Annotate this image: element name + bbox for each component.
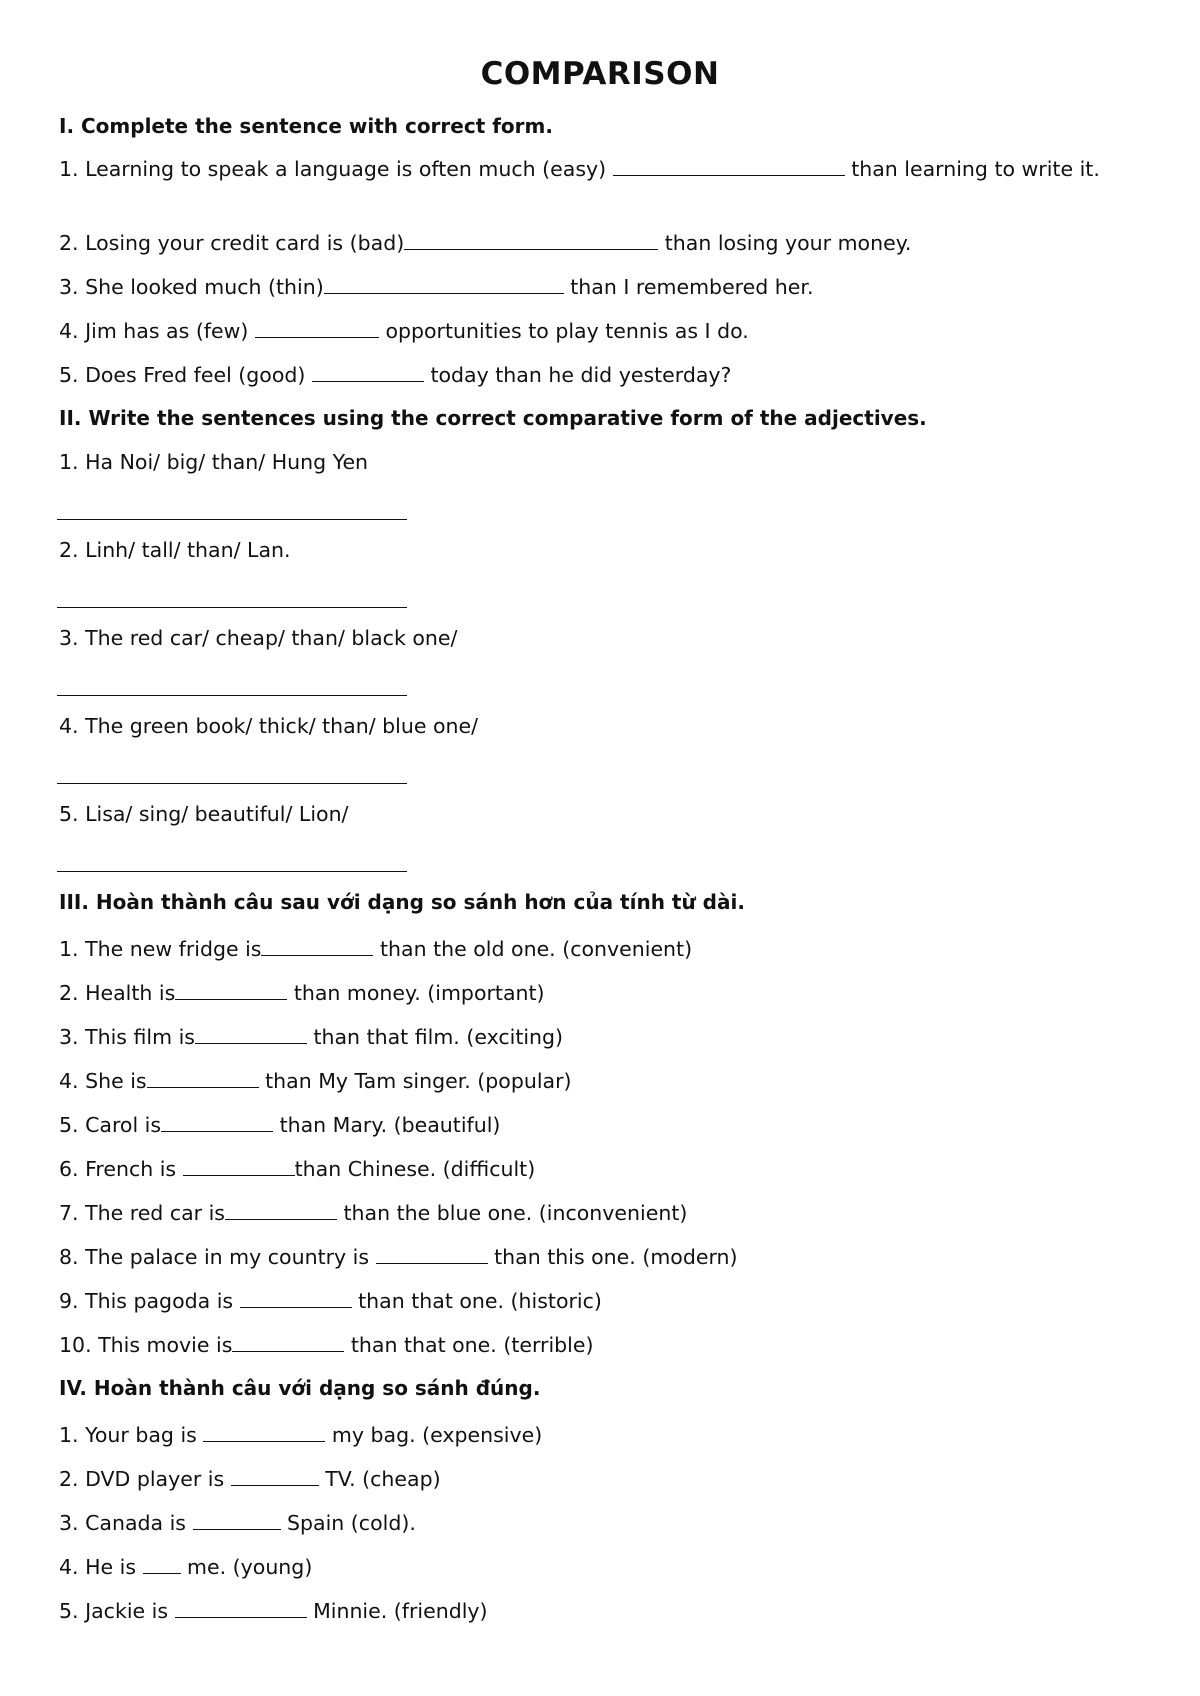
item-text: 1. The new fridge is [59,937,262,961]
item-text: TV. (cheap) [318,1467,441,1491]
item-text: than the blue one. (inconvenient) [337,1201,688,1225]
section-2-item: 1. Ha Noi/ big/ than/ Hung Yen [59,450,369,474]
item-text: opportunities to play tennis as I do. [378,319,749,343]
item-text: than Mary. (beautiful) [273,1113,501,1137]
section-2-item: 2. Linh/ tall/ than/ Lan. [59,538,291,562]
answer-blank[interactable] [376,1243,488,1264]
item-text: 4. Jim has as (few) [59,319,255,343]
answer-blank[interactable] [175,1597,307,1618]
section-2-item: 5. Lisa/ sing/ beautiful/ Lion/ [59,802,349,826]
item-text: than that film. (exciting) [306,1025,564,1049]
item-text: than that one. (terrible) [344,1333,594,1357]
item-text: than Chinese. (difficult) [294,1157,536,1181]
section-3-item [59,1243,738,1269]
section-3-item [59,1023,563,1049]
answer-blank[interactable] [193,1509,281,1530]
item-text: 3. Canada is [59,1511,193,1535]
item-text: my bag. (expensive) [325,1423,543,1447]
item-text: Minnie. (friendly) [306,1599,488,1623]
item-text: 3. She looked much (thin) [59,275,324,299]
item-text: 5. Carol is [59,1113,162,1137]
answer-line[interactable] [57,783,407,784]
section-2-item: 3. The red car/ cheap/ than/ black one/ [59,626,458,650]
item-text: than money. (important) [287,981,545,1005]
item-text: me. (young) [180,1555,313,1579]
item-text: than this one. (modern) [487,1245,738,1269]
item-text: 2. Health is [59,981,176,1005]
answer-blank[interactable] [203,1421,325,1442]
answer-blank[interactable] [404,229,658,250]
section-1-item [59,229,911,255]
answer-line[interactable] [57,871,407,872]
item-text: than learning to write it. [844,157,1100,181]
item-text: Spain (cold). [280,1511,416,1535]
section-4-item [59,1509,416,1535]
item-text: than the old one. (convenient) [373,937,693,961]
section-3-item [59,1199,687,1225]
section-1-item [59,361,731,387]
section-4-heading: IV. Hoàn thành câu với dạng so sánh đúng. [59,1376,541,1400]
section-3-item [59,1331,593,1357]
section-3-heading: III. Hoàn thành câu sau với dạng so sánh hơn của tính từ dài. [59,890,745,914]
section-3-item [59,935,692,961]
section-3-item [59,1155,535,1181]
section-4-item [59,1465,441,1491]
section-3-item [59,1287,602,1313]
answer-blank[interactable] [240,1287,352,1308]
item-text: 10. This movie is [59,1333,233,1357]
section-3-item [59,979,545,1005]
item-text: 6. French is [59,1157,183,1181]
answer-blank[interactable] [261,935,373,956]
item-text: than I remembered her. [563,275,814,299]
item-text: 4. She is [59,1069,147,1093]
section-4-item [59,1553,312,1579]
item-text: 9. This pagoda is [59,1289,240,1313]
section-4-item [59,1421,542,1447]
item-text: today than he did yesterday? [423,363,732,387]
answer-blank[interactable] [183,1155,295,1176]
section-4-item [59,1597,488,1623]
item-text: 8. The palace in my country is [59,1245,376,1269]
item-text: 4. He is [59,1555,143,1579]
item-text: 3. This film is [59,1025,195,1049]
answer-blank[interactable] [324,273,564,294]
page-title: COMPARISON [480,56,720,92]
answer-blank[interactable] [613,155,845,176]
item-text: than that one. (historic) [351,1289,602,1313]
section-1-item [59,273,813,299]
item-text: 5. Jackie is [59,1599,175,1623]
answer-blank[interactable] [147,1067,259,1088]
answer-blank[interactable] [143,1553,181,1574]
section-1-heading: I. Complete the sentence with correct form. [59,114,553,138]
section-1-item [59,155,1149,183]
section-1-item [59,317,749,343]
section-3-item [59,1067,572,1093]
section-2-heading: II. Write the sentences using the correct comparative form of the adjectives. [59,406,927,430]
answer-blank[interactable] [312,361,424,382]
item-text: than My Tam singer. (popular) [258,1069,572,1093]
answer-blank[interactable] [161,1111,273,1132]
item-text: 1. Your bag is [59,1423,204,1447]
section-3-item [59,1111,500,1137]
answer-line[interactable] [57,607,407,608]
answer-blank[interactable] [175,979,287,1000]
answer-blank[interactable] [255,317,379,338]
item-text: than losing your money. [658,231,912,255]
answer-blank[interactable] [195,1023,307,1044]
item-text: 7. The red car is [59,1201,225,1225]
item-text: 2. Losing your credit card is (bad) [59,231,405,255]
item-text: 1. Learning to speak a language is often much (easy) [59,157,613,181]
answer-blank[interactable] [225,1199,337,1220]
section-2-item: 4. The green book/ thick/ than/ blue one/ [59,714,479,738]
answer-blank[interactable] [232,1331,344,1352]
answer-line[interactable] [57,695,407,696]
item-text: 2. DVD player is [59,1467,231,1491]
answer-line[interactable] [57,519,407,520]
answer-blank[interactable] [231,1465,319,1486]
item-text: 5. Does Fred feel (good) [59,363,312,387]
